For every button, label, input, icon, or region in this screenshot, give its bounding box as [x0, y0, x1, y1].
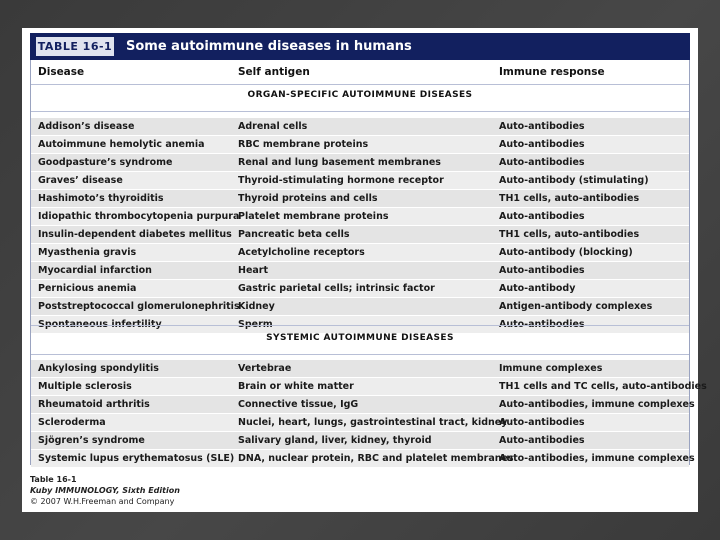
table-row	[31, 360, 689, 378]
cell-disease: Graves’ disease	[38, 175, 123, 186]
cell-self-antigen: Acetylcholine receptors	[238, 247, 365, 258]
cell-self-antigen: Vertebrae	[238, 363, 292, 374]
column-header-self-antigen: Self antigen	[238, 66, 310, 78]
table-title: Some autoimmune diseases in humans	[126, 39, 412, 54]
cell-disease: Idiopathic thrombocytopenia purpura	[38, 211, 240, 222]
slide	[22, 28, 707, 512]
table-row	[31, 432, 689, 450]
cell-immune-response: Auto-antibodies	[499, 265, 585, 276]
table-row	[31, 136, 689, 154]
cell-disease: Ankylosing spondylitis	[38, 363, 159, 374]
autoimmune-table	[30, 60, 707, 465]
cell-self-antigen: Connective tissue, IgG	[238, 399, 359, 410]
table-row	[31, 262, 689, 280]
table-row	[31, 378, 707, 396]
cell-disease: Autoimmune hemolytic anemia	[38, 139, 205, 150]
cell-immune-response: Auto-antibodies, immune complexes	[499, 453, 695, 464]
table-row	[31, 450, 695, 468]
cell-immune-response: Auto-antibodies	[499, 121, 585, 132]
table-row	[31, 226, 689, 244]
cell-disease: Pernicious anemia	[38, 283, 137, 294]
cell-self-antigen: Thyroid-stimulating hormone receptor	[238, 175, 444, 186]
cell-immune-response: Auto-antibodies	[499, 417, 585, 428]
cell-immune-response: Auto-antibody (blocking)	[499, 247, 633, 258]
table-row	[31, 154, 689, 172]
column-header-disease: Disease	[38, 66, 85, 78]
cell-disease: Sjögren’s syndrome	[38, 435, 145, 446]
table-row	[31, 208, 689, 226]
cell-immune-response: TH1 cells and TC cells, auto-antibodies	[499, 381, 707, 392]
caption-table-number: Table 16-1	[30, 475, 77, 484]
cell-self-antigen: RBC membrane proteins	[238, 139, 369, 150]
cell-self-antigen: Nuclei, heart, lungs, gastrointestinal tract, kidney	[238, 417, 508, 428]
cell-disease: Multiple sclerosis	[38, 381, 132, 392]
systemic-rows	[31, 360, 707, 468]
cell-disease: Myasthenia gravis	[38, 247, 137, 258]
table-number-tag: TABLE 16-1	[36, 37, 114, 56]
table-row	[31, 414, 689, 432]
cell-immune-response: TH1 cells, auto-antibodies	[499, 229, 640, 240]
table-row	[31, 298, 689, 316]
cell-disease: Addison’s disease	[38, 121, 135, 132]
cell-disease: Goodpasture’s syndrome	[38, 157, 173, 168]
cell-self-antigen: Gastric parietal cells; intrinsic factor	[238, 283, 435, 294]
cell-immune-response: Antigen-antibody complexes	[499, 301, 653, 312]
table-row	[31, 244, 689, 262]
cell-disease: Insulin-dependent diabetes mellitus	[38, 229, 232, 240]
cell-immune-response: Auto-antibodies	[499, 157, 585, 168]
table-row	[31, 118, 689, 136]
cell-immune-response: Auto-antibodies	[499, 435, 585, 446]
cell-immune-response: Auto-antibody	[499, 283, 576, 294]
cell-immune-response: Auto-antibodies	[499, 211, 585, 222]
caption-copyright: © 2007 W.H.Freeman and Company	[30, 497, 175, 506]
cell-self-antigen: DNA, nuclear protein, RBC and platelet membranes	[238, 453, 514, 464]
cell-immune-response: Auto-antibodies	[499, 139, 585, 150]
cell-self-antigen: Renal and lung basement membranes	[238, 157, 441, 168]
cell-disease: Rheumatoid arthritis	[38, 399, 150, 410]
table-row	[31, 280, 689, 298]
section-label-systemic: SYSTEMIC AUTOIMMUNE DISEASES	[266, 333, 454, 343]
table-row	[31, 190, 689, 208]
cell-self-antigen: Pancreatic beta cells	[238, 229, 350, 240]
figure-caption	[30, 474, 180, 507]
caption-book-title: Kuby IMMUNOLOGY, Sixth Edition	[30, 486, 180, 495]
table-header	[30, 33, 690, 60]
cell-disease: Hashimoto’s thyroiditis	[38, 193, 164, 204]
table-row	[31, 396, 695, 414]
cell-disease: Poststreptococcal glomerulonephritis	[38, 301, 240, 312]
table-row	[31, 172, 689, 190]
column-headers	[31, 60, 689, 85]
cell-immune-response: Auto-antibody (stimulating)	[499, 175, 649, 186]
cell-self-antigen: Kidney	[238, 301, 275, 312]
cell-self-antigen: Heart	[238, 265, 269, 276]
cell-self-antigen: Brain or white matter	[238, 381, 354, 392]
section-label-organ-specific: ORGAN-SPECIFIC AUTOIMMUNE DISEASES	[247, 90, 473, 100]
cell-disease: Scleroderma	[38, 417, 106, 428]
cell-immune-response: TH1 cells, auto-antibodies	[499, 193, 640, 204]
organ-specific-rows	[31, 118, 689, 334]
cell-disease: Systemic lupus erythematosus (SLE)	[38, 453, 235, 464]
cell-self-antigen: Thyroid proteins and cells	[238, 193, 378, 204]
cell-self-antigen: Adrenal cells	[238, 121, 308, 132]
cell-immune-response: Auto-antibodies, immune complexes	[499, 399, 695, 410]
cell-disease: Myocardial infarction	[38, 265, 152, 276]
cell-self-antigen: Platelet membrane proteins	[238, 211, 389, 222]
cell-immune-response: Immune complexes	[499, 363, 603, 374]
cell-self-antigen: Salivary gland, liver, kidney, thyroid	[238, 435, 432, 446]
column-header-immune-response: Immune response	[499, 66, 605, 78]
